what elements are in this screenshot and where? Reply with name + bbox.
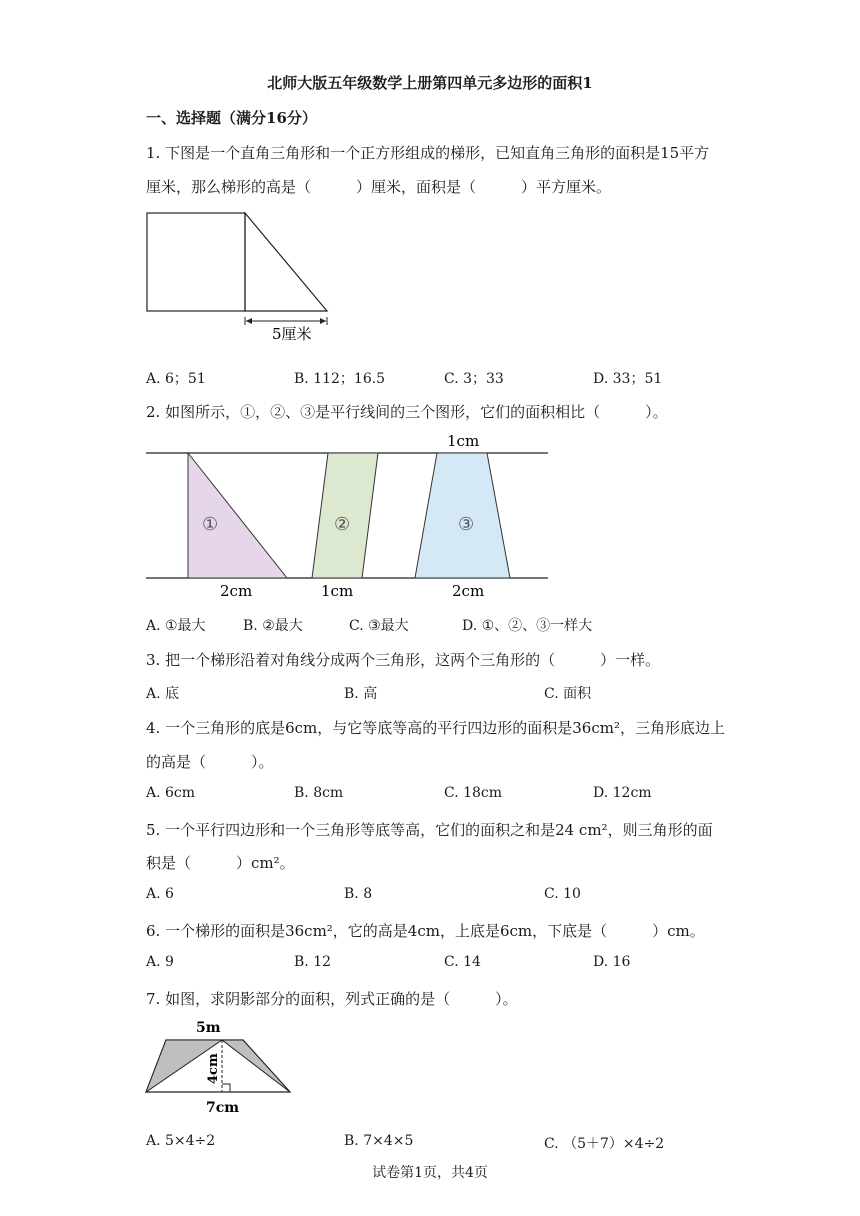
page-title: 北师大版五年级数学上册第四单元多边形的面积1 (267, 74, 593, 92)
q1-option-c[interactable]: C. 3；33 (444, 371, 504, 387)
q4-option-a[interactable]: A. 6cm (146, 785, 196, 801)
q6-option-d[interactable]: D. 16 (593, 954, 631, 970)
q2-option-c[interactable]: C. ③最大 (349, 618, 409, 634)
q4-option-d[interactable]: D. 12cm (593, 785, 652, 801)
q1-option-b[interactable]: B. 112；16.5 (294, 371, 386, 387)
q2-base-1-label: 2cm (220, 582, 253, 600)
q1-option-a[interactable]: A. 6；51 (146, 371, 206, 387)
q2-line1: 2. 如图所示，①，②、③是平行线间的三个图形，它们的面积相比（ ）。 (146, 403, 668, 421)
q5-option-c[interactable]: C. 10 (544, 886, 581, 902)
q5-line2: 积是（ ）cm²。 (146, 854, 295, 872)
q2-shape-2-number: ② (334, 514, 351, 535)
right-triangle-shape (245, 213, 327, 311)
q1-line1: 1. 下图是一个直角三角形和一个正方形组成的梯形，已知直角三角形的面积是15平方 (146, 144, 710, 162)
q5-option-b[interactable]: B. 8 (344, 886, 373, 902)
q6-option-a[interactable]: A. 9 (146, 954, 174, 970)
q6-option-c[interactable]: C. 14 (444, 954, 481, 970)
q4-line2: 的高是（ ）。 (146, 753, 274, 771)
q3-option-a[interactable]: A. 底 (146, 686, 180, 702)
square-shape (147, 213, 245, 311)
q2-base-2-label: 1cm (321, 582, 354, 600)
q7-option-c[interactable]: C. （5＋7）×4÷2 (544, 1136, 665, 1152)
q2-option-a[interactable]: A. ①最大 (146, 618, 206, 634)
q1-figure-label: 5厘米 (272, 325, 312, 343)
q6-option-b[interactable]: B. 12 (294, 954, 332, 970)
q4-line1: 4. 一个三角形的底是6cm，与它等底等高的平行四边形的面积是36cm²，三角形底边上 (146, 719, 725, 737)
q6-line1: 6. 一个梯形的面积是36cm²，它的高是4cm，上底是6cm，下底是（ ）cm。 (146, 922, 705, 940)
q3-line1: 3. 把一个梯形沿着对角线分成两个三角形，这两个三角形的（ ）一样。 (146, 651, 661, 669)
q2-shape-3-number: ③ (458, 514, 475, 535)
q7-option-b[interactable]: B. 7×4×5 (344, 1133, 414, 1149)
q2-figure (140, 428, 560, 603)
q2-option-d[interactable]: D. ①、②、③一样大 (462, 618, 593, 634)
q7-height-label: 4cm (206, 1053, 221, 1084)
q5-line1: 5. 一个平行四边形和一个三角形等底等高，它们的面积之和是24 cm²，则三角形的面 (146, 821, 713, 839)
q1-figure (140, 205, 340, 350)
q2-shape-1-number: ① (202, 514, 219, 535)
q7-bottom-label: 7cm (206, 1100, 240, 1116)
q7-line1: 7. 如图，求阴影部分的面积，列式正确的是（ ）。 (146, 990, 518, 1008)
q4-option-c[interactable]: C. 18cm (444, 785, 503, 801)
q7-option-a[interactable]: A. 5×4÷2 (146, 1133, 216, 1149)
page-footer: 试卷第1页，共4页 (372, 1165, 488, 1181)
q1-option-d[interactable]: D. 33；51 (593, 371, 663, 387)
q7-top-label: 5m (196, 1020, 221, 1036)
q1-line2: 厘米，那么梯形的高是（ ）厘米，面积是（ ）平方厘米。 (146, 178, 612, 196)
q4-option-b[interactable]: B. 8cm (294, 785, 344, 801)
q2-option-b[interactable]: B. ②最大 (243, 618, 303, 634)
q2-base-3-label: 2cm (452, 582, 485, 600)
q2-top-label: 1cm (447, 432, 480, 450)
q3-option-c[interactable]: C. 面积 (544, 686, 592, 702)
q5-option-a[interactable]: A. 6 (146, 886, 174, 902)
q3-option-b[interactable]: B. 高 (344, 686, 378, 702)
section-heading: 一、选择题（满分16分） (146, 109, 317, 127)
q7-figure (140, 1016, 310, 1121)
